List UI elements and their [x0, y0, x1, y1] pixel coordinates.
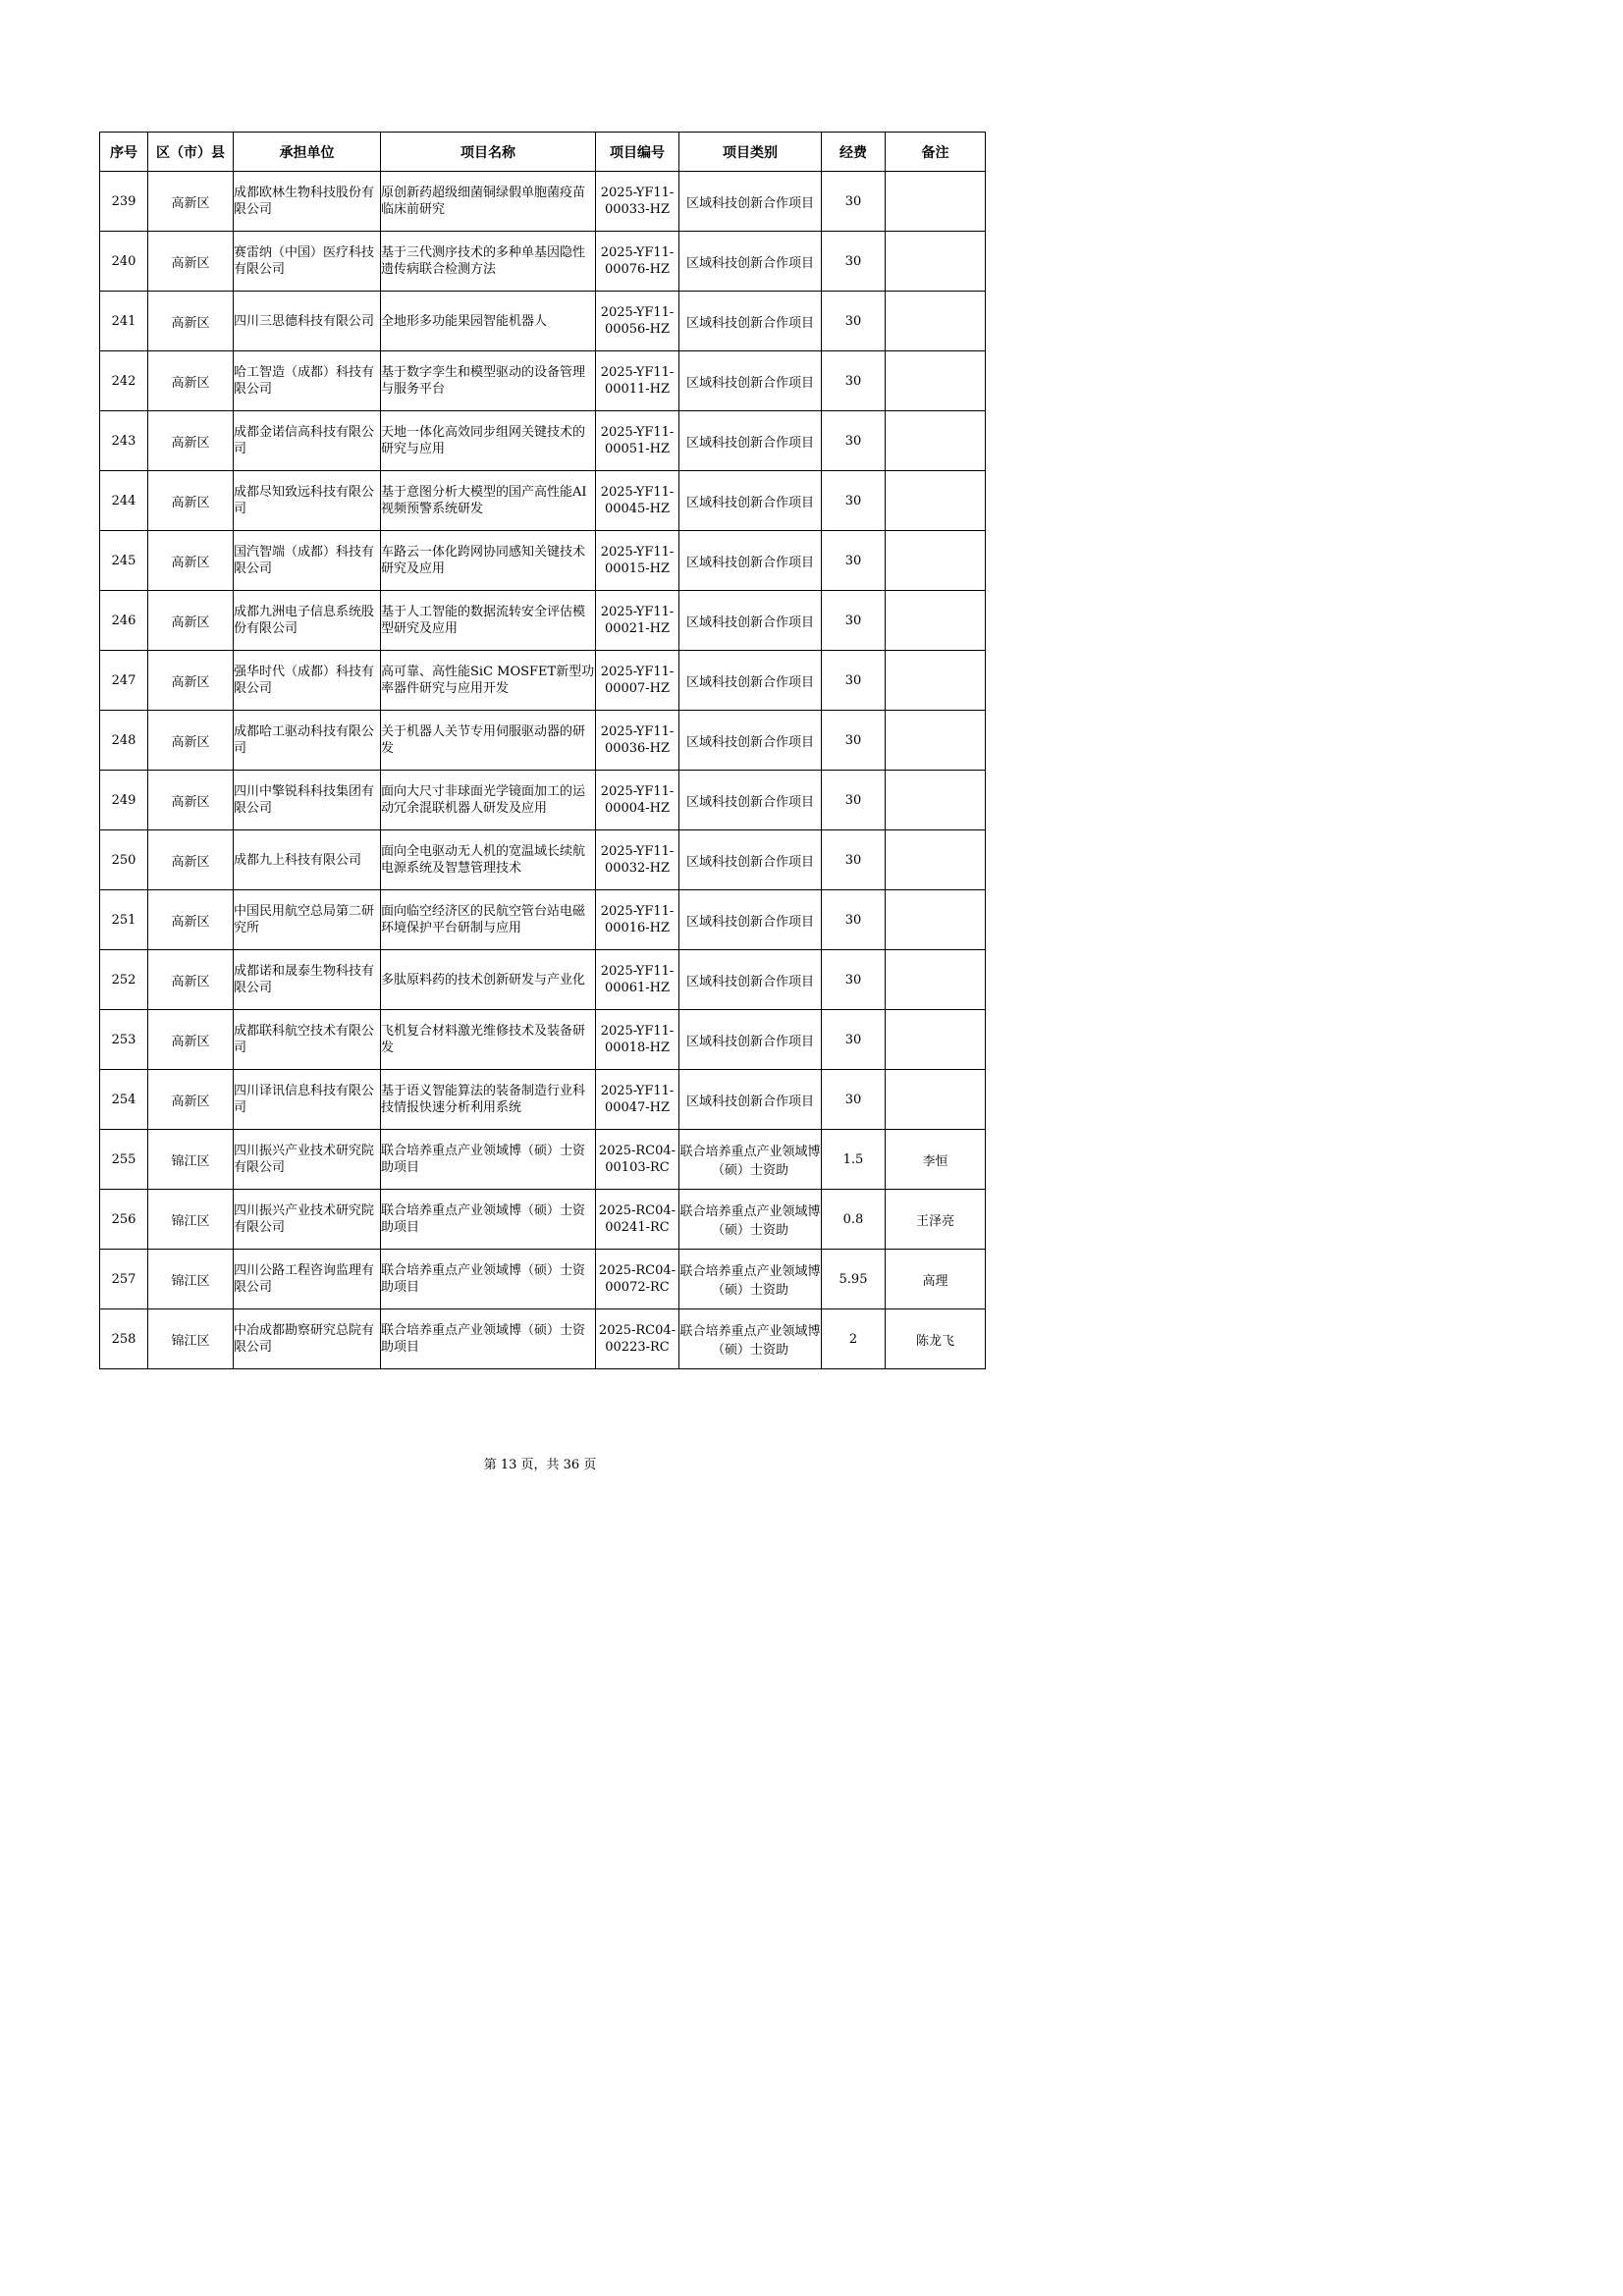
cell-funding: 1.5	[822, 1130, 886, 1190]
cell-no: 247	[100, 651, 148, 711]
table-row	[100, 950, 986, 1010]
cell-category: 联合培养重点产业领域博（硕）士资助	[679, 1130, 822, 1190]
project-code-line: 00045-HZ	[604, 502, 671, 516]
project-code-line: 2025-YF11-	[600, 1084, 675, 1098]
cell-unit: 成都尽知致远科技有限公司	[234, 471, 381, 531]
cell-funding: 30	[822, 1010, 886, 1070]
cell-project-code	[596, 1130, 679, 1190]
cell-district: 高新区	[148, 830, 234, 890]
project-code-line: 2025-YF11-	[600, 605, 675, 619]
cell-note	[886, 1070, 986, 1130]
table-row	[100, 232, 986, 292]
cell-category: 联合培养重点产业领域博（硕）士资助	[679, 1309, 822, 1369]
cell-note	[886, 771, 986, 830]
cell-category: 区域科技创新合作项目	[679, 411, 822, 471]
cell-funding: 2	[822, 1309, 886, 1369]
project-code-line: 2025-YF11-	[600, 665, 675, 679]
cell-project-name: 联合培养重点产业领域博（硕）士资助项目	[381, 1130, 596, 1190]
cell-project-name: 原创新药超级细菌铜绿假单胞菌疫苗临床前研究	[381, 172, 596, 232]
cell-project-name: 基于三代测序技术的多种单基因隐性遗传病联合检测方法	[381, 232, 596, 292]
cell-district: 高新区	[148, 651, 234, 711]
cell-unit: 国汽智端（成都）科技有限公司	[234, 531, 381, 591]
cell-district: 高新区	[148, 351, 234, 411]
cell-funding: 30	[822, 351, 886, 411]
cell-note: 陈龙飞	[886, 1309, 986, 1369]
cell-no: 243	[100, 411, 148, 471]
project-code-line: 00076-HZ	[604, 262, 671, 277]
table-row	[100, 1070, 986, 1130]
table-row	[100, 1130, 986, 1190]
table-row	[100, 1309, 986, 1369]
cell-unit: 赛雷纳（中国）医疗科技有限公司	[234, 232, 381, 292]
cell-project-code	[596, 172, 679, 232]
cell-project-name: 全地形多功能果园智能机器人	[381, 292, 596, 351]
cell-project-name: 飞机复合材料激光维修技术及装备研发	[381, 1010, 596, 1070]
cell-note	[886, 531, 986, 591]
cell-district: 锦江区	[148, 1309, 234, 1369]
cell-project-code	[596, 950, 679, 1010]
project-code-line: 00056-HZ	[604, 322, 671, 337]
cell-category: 区域科技创新合作项目	[679, 531, 822, 591]
cell-project-code	[596, 830, 679, 890]
project-code-line: 00036-HZ	[604, 741, 671, 756]
cell-district: 高新区	[148, 172, 234, 232]
project-code-line: 2025-YF11-	[600, 485, 675, 500]
cell-funding: 30	[822, 830, 886, 890]
table-row	[100, 711, 986, 771]
cell-project-name: 关于机器人关节专用伺服驱动器的研发	[381, 711, 596, 771]
cell-note	[886, 950, 986, 1010]
table-row	[100, 292, 986, 351]
cell-project-code	[596, 1190, 679, 1250]
cell-funding: 30	[822, 411, 886, 471]
cell-category: 区域科技创新合作项目	[679, 351, 822, 411]
project-code-line: 2025-YF11-	[600, 964, 675, 979]
cell-category: 联合培养重点产业领域博（硕）士资助	[679, 1190, 822, 1250]
project-code-line: 2025-YF11-	[600, 305, 675, 320]
cell-district: 高新区	[148, 411, 234, 471]
cell-project-code	[596, 292, 679, 351]
cell-category: 区域科技创新合作项目	[679, 1010, 822, 1070]
cell-funding: 30	[822, 172, 886, 232]
cell-project-name: 基于意图分析大模型的国产高性能AI视频预警系统研发	[381, 471, 596, 531]
cell-no: 239	[100, 172, 148, 232]
cell-unit: 四川中擎锐科科技集团有限公司	[234, 771, 381, 830]
cell-unit: 四川振兴产业技术研究院有限公司	[234, 1190, 381, 1250]
cell-no: 250	[100, 830, 148, 890]
cell-unit: 成都欧林生物科技股份有限公司	[234, 172, 381, 232]
project-code-line: 00072-RC	[605, 1280, 670, 1295]
project-code-line: 2025-YF11-	[600, 425, 675, 440]
cell-category: 区域科技创新合作项目	[679, 711, 822, 771]
cell-district: 高新区	[148, 771, 234, 830]
cell-category: 区域科技创新合作项目	[679, 830, 822, 890]
header-project-name: 项目名称	[381, 133, 596, 172]
cell-project-name: 高可靠、高性能SiC MOSFET新型功率器件研究与应用开发	[381, 651, 596, 711]
cell-project-code	[596, 1250, 679, 1309]
cell-unit: 中冶成都勘察研究总院有限公司	[234, 1309, 381, 1369]
cell-project-name: 基于语义智能算法的装备制造行业科技情报快速分析利用系统	[381, 1070, 596, 1130]
cell-no: 249	[100, 771, 148, 830]
cell-project-code	[596, 651, 679, 711]
cell-unit: 四川振兴产业技术研究院有限公司	[234, 1130, 381, 1190]
cell-category: 联合培养重点产业领域博（硕）士资助	[679, 1250, 822, 1309]
project-code-line: 00033-HZ	[604, 202, 671, 217]
cell-note	[886, 471, 986, 531]
cell-no: 241	[100, 292, 148, 351]
cell-note	[886, 292, 986, 351]
cell-project-code	[596, 890, 679, 950]
cell-project-code	[596, 531, 679, 591]
page-footer: 第 13 页，共 36 页	[483, 1458, 597, 1472]
cell-district: 高新区	[148, 292, 234, 351]
cell-project-name: 联合培养重点产业领域博（硕）士资助项目	[381, 1190, 596, 1250]
cell-funding: 30	[822, 292, 886, 351]
cell-note	[886, 232, 986, 292]
cell-unit: 成都金诺信高科技有限公司	[234, 411, 381, 471]
cell-funding: 0.8	[822, 1190, 886, 1250]
cell-project-name: 面向临空经济区的民航空管台站电磁环境保护平台研制与应用	[381, 890, 596, 950]
cell-district: 锦江区	[148, 1130, 234, 1190]
table-row	[100, 1190, 986, 1250]
cell-district: 高新区	[148, 950, 234, 1010]
cell-category: 区域科技创新合作项目	[679, 471, 822, 531]
table-row	[100, 1010, 986, 1070]
cell-unit: 强华时代（成都）科技有限公司	[234, 651, 381, 711]
cell-project-code	[596, 1070, 679, 1130]
cell-category: 区域科技创新合作项目	[679, 651, 822, 711]
cell-unit: 成都诺和晟泰生物科技有限公司	[234, 950, 381, 1010]
cell-category: 区域科技创新合作项目	[679, 1070, 822, 1130]
cell-no: 255	[100, 1130, 148, 1190]
table-row	[100, 1250, 986, 1309]
project-code-line: 2025-YF11-	[600, 1024, 675, 1039]
project-code-line: 00021-HZ	[604, 621, 671, 636]
cell-funding: 30	[822, 232, 886, 292]
cell-funding: 30	[822, 711, 886, 771]
project-code-line: 00004-HZ	[604, 801, 671, 816]
project-code-line: 00007-HZ	[604, 681, 671, 696]
cell-project-code	[596, 471, 679, 531]
cell-note	[886, 411, 986, 471]
cell-category: 区域科技创新合作项目	[679, 232, 822, 292]
project-code-line: 2025-YF11-	[600, 186, 675, 200]
cell-project-name: 面向大尺寸非球面光学镜面加工的运动冗余混联机器人研发及应用	[381, 771, 596, 830]
project-code-line: 2025-RC04-	[598, 1323, 676, 1338]
cell-no: 246	[100, 591, 148, 651]
cell-district: 高新区	[148, 1010, 234, 1070]
cell-category: 区域科技创新合作项目	[679, 950, 822, 1010]
project-code-line: 00015-HZ	[604, 561, 671, 576]
cell-project-code	[596, 771, 679, 830]
project-code-line: 2025-YF11-	[600, 545, 675, 560]
cell-project-name: 多肽原料药的技术创新研发与产业化	[381, 950, 596, 1010]
cell-unit: 成都联科航空技术有限公司	[234, 1010, 381, 1070]
cell-funding: 30	[822, 651, 886, 711]
cell-district: 高新区	[148, 232, 234, 292]
project-code-line: 00016-HZ	[604, 921, 671, 935]
header-funding: 经费	[822, 133, 886, 172]
project-code-line: 00047-HZ	[604, 1100, 671, 1115]
cell-note	[886, 591, 986, 651]
cell-district: 高新区	[148, 890, 234, 950]
cell-note	[886, 651, 986, 711]
cell-project-code	[596, 711, 679, 771]
header-unit: 承担单位	[234, 133, 381, 172]
cell-no: 257	[100, 1250, 148, 1309]
cell-category: 区域科技创新合作项目	[679, 172, 822, 232]
cell-unit: 中国民用航空总局第二研究所	[234, 890, 381, 950]
table-row	[100, 591, 986, 651]
project-code-line: 00032-HZ	[604, 861, 671, 876]
cell-note: 高理	[886, 1250, 986, 1309]
cell-district: 锦江区	[148, 1190, 234, 1250]
cell-no: 251	[100, 890, 148, 950]
cell-note	[886, 711, 986, 771]
project-code-line: 00051-HZ	[604, 442, 671, 456]
cell-category: 区域科技创新合作项目	[679, 292, 822, 351]
cell-unit: 四川三思德科技有限公司	[234, 292, 381, 351]
cell-note	[886, 1010, 986, 1070]
table-row	[100, 471, 986, 531]
cell-note	[886, 830, 986, 890]
table-row	[100, 172, 986, 232]
cell-project-code	[596, 1010, 679, 1070]
table-row	[100, 411, 986, 471]
project-code-line: 00223-RC	[605, 1340, 670, 1355]
cell-note: 李恒	[886, 1130, 986, 1190]
cell-no: 242	[100, 351, 148, 411]
cell-unit: 哈工智造（成都）科技有限公司	[234, 351, 381, 411]
cell-no: 245	[100, 531, 148, 591]
table-row	[100, 771, 986, 830]
table-row	[100, 651, 986, 711]
header-category: 项目类别	[679, 133, 822, 172]
cell-unit: 成都九上科技有限公司	[234, 830, 381, 890]
cell-note: 王泽亮	[886, 1190, 986, 1250]
cell-no: 256	[100, 1190, 148, 1250]
cell-note	[886, 351, 986, 411]
cell-funding: 30	[822, 771, 886, 830]
project-table	[99, 132, 986, 1369]
cell-project-name: 天地一体化高效同步组网关键技术的研究与应用	[381, 411, 596, 471]
cell-unit: 成都哈工驱动科技有限公司	[234, 711, 381, 771]
cell-project-code	[596, 351, 679, 411]
project-code-line: 00241-RC	[605, 1220, 670, 1235]
cell-project-name: 联合培养重点产业领域博（硕）士资助项目	[381, 1309, 596, 1369]
cell-unit: 四川译讯信息科技有限公司	[234, 1070, 381, 1130]
cell-district: 高新区	[148, 1070, 234, 1130]
project-code-line: 00018-HZ	[604, 1041, 671, 1055]
table-header-row	[100, 133, 986, 172]
cell-district: 高新区	[148, 531, 234, 591]
table-row	[100, 531, 986, 591]
cell-project-code	[596, 591, 679, 651]
cell-district: 高新区	[148, 711, 234, 771]
cell-funding: 30	[822, 950, 886, 1010]
project-code-line: 2025-RC04-	[598, 1203, 676, 1218]
project-code-line: 2025-RC04-	[598, 1144, 676, 1158]
cell-no: 258	[100, 1309, 148, 1369]
cell-category: 区域科技创新合作项目	[679, 771, 822, 830]
cell-no: 248	[100, 711, 148, 771]
header-district: 区（市）县	[148, 133, 234, 172]
cell-no: 253	[100, 1010, 148, 1070]
cell-project-name: 基于人工智能的数据流转安全评估模型研究及应用	[381, 591, 596, 651]
cell-no: 252	[100, 950, 148, 1010]
cell-funding: 30	[822, 531, 886, 591]
header-project-code: 项目编号	[596, 133, 679, 172]
project-code-line: 2025-YF11-	[600, 365, 675, 380]
project-code-line: 2025-YF11-	[600, 784, 675, 799]
cell-funding: 30	[822, 1070, 886, 1130]
cell-project-name: 基于数字孪生和模型驱动的设备管理与服务平台	[381, 351, 596, 411]
cell-project-code	[596, 1309, 679, 1369]
cell-funding: 5.95	[822, 1250, 886, 1309]
cell-no: 254	[100, 1070, 148, 1130]
cell-unit: 成都九洲电子信息系统股份有限公司	[234, 591, 381, 651]
cell-category: 区域科技创新合作项目	[679, 890, 822, 950]
cell-project-code	[596, 232, 679, 292]
table-row	[100, 890, 986, 950]
project-code-line: 00011-HZ	[604, 382, 671, 397]
project-code-line: 2025-YF11-	[600, 724, 675, 739]
cell-funding: 30	[822, 591, 886, 651]
cell-project-code	[596, 411, 679, 471]
cell-project-name: 联合培养重点产业领域博（硕）士资助项目	[381, 1250, 596, 1309]
cell-funding: 30	[822, 890, 886, 950]
cell-district: 锦江区	[148, 1250, 234, 1309]
project-code-line: 2025-RC04-	[598, 1263, 676, 1278]
cell-district: 高新区	[148, 591, 234, 651]
project-code-line: 00061-HZ	[604, 981, 671, 995]
header-note: 备注	[886, 133, 986, 172]
cell-category: 区域科技创新合作项目	[679, 591, 822, 651]
cell-district: 高新区	[148, 471, 234, 531]
cell-no: 240	[100, 232, 148, 292]
cell-note	[886, 890, 986, 950]
cell-no: 244	[100, 471, 148, 531]
cell-funding: 30	[822, 471, 886, 531]
project-code-line: 2025-YF11-	[600, 245, 675, 260]
table-row	[100, 830, 986, 890]
table-row	[100, 351, 986, 411]
project-code-line: 2025-YF11-	[600, 904, 675, 919]
cell-project-name: 面向全电驱动无人机的宽温域长续航电源系统及智慧管理技术	[381, 830, 596, 890]
project-code-line: 2025-YF11-	[600, 844, 675, 859]
cell-note	[886, 172, 986, 232]
cell-unit: 四川公路工程咨询监理有限公司	[234, 1250, 381, 1309]
project-code-line: 00103-RC	[605, 1160, 670, 1175]
header-no: 序号	[100, 133, 148, 172]
cell-project-name: 车路云一体化跨网协同感知关键技术研究及应用	[381, 531, 596, 591]
